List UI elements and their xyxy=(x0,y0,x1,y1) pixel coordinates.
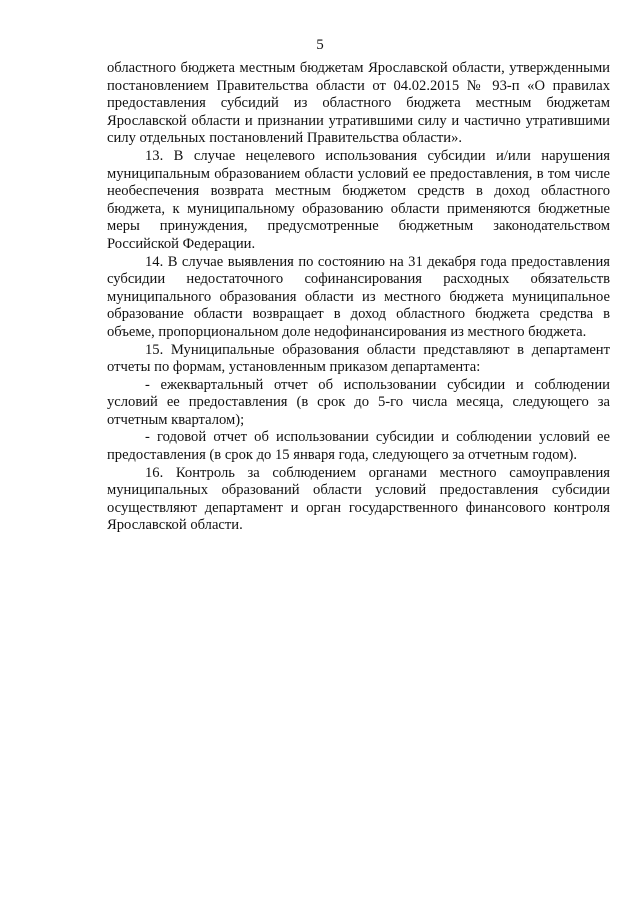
paragraph-15: 15. Муниципальные образования области представляют в департамент отчеты по формам, установленным приказом департамента: xyxy=(107,341,610,376)
paragraph-14: 14. В случае выявления по состоянию на 31 декабря года предоставления субсидии недостаточного софинансирования расходных обязательств муниципального образования области из местного бюджета муниципальное образование области возвращает в доход областного бюджета средства в объеме, пропорциональном доле недофинансирования из местного бюджета. xyxy=(107,253,610,340)
page-number: 5 xyxy=(316,37,324,53)
paragraph-16: 16. Контроль за соблюдением органами местного самоуправления муниципальных образований области условий предоставления субсидии осуществляют департамент и орган государственного финансового контроля Ярославской области. xyxy=(107,464,610,534)
list-item-annual-report: - годовой отчет об использовании субсидии и соблюдении условий ее предоставления (в срок до 15 января года, следующего за отчетным годом). xyxy=(107,429,610,464)
document-body xyxy=(107,60,610,535)
paragraph-continuation: областного бюджета местным бюджетам Ярославской области, утвержденными постановлением Правительства области от 04.02.2015 № 93-п «О правилах предоставления субсидий из областного бюджета местным бюджетам Ярославской области и признании утратившими силу и частично утратившими силу отдельных постановлений Правительства области». xyxy=(107,60,610,147)
paragraph-13: 13. В случае нецелевого использования субсидии и/или нарушения муниципальным образованием области условий ее предоставления, в том числе необеспечения возврата местным бюджетом средств в доход областного бюджета, к муниципальному образованию области применяются бюджетные меры принуждения, предусмотренные бюджетным законодательством Российской Федерации. xyxy=(107,147,610,252)
list-item-quarterly-report: - ежеквартальный отчет об использовании субсидии и соблюдении условий ее предоставления (в срок до 5-го числа месяца, следующего за отчетным кварталом); xyxy=(107,376,610,428)
